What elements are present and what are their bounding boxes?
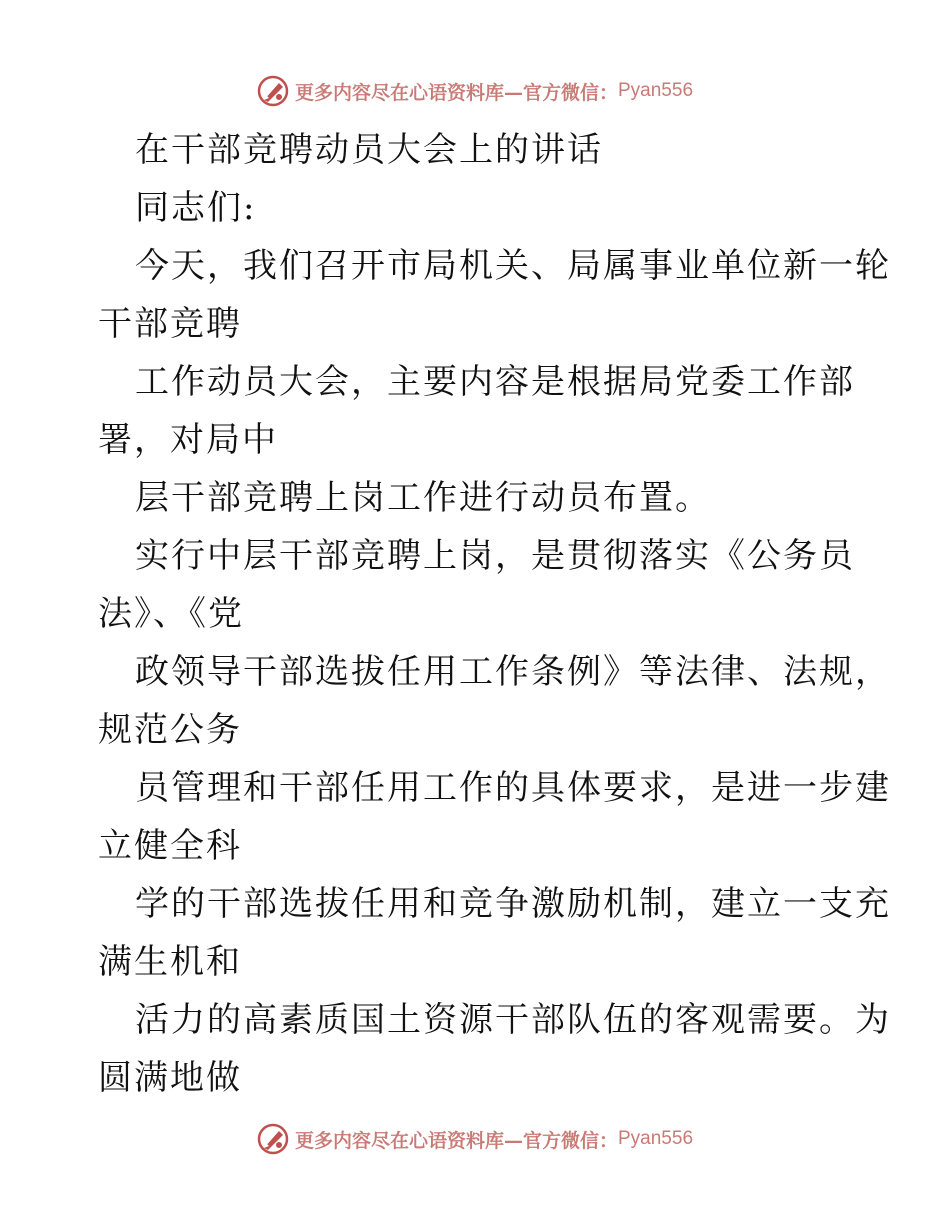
paragraph-line: 干部竞聘 xyxy=(98,304,242,344)
paragraph-line: 活力的高素质国土资源干部队伍的客观需要。为 xyxy=(135,1000,891,1040)
paragraph-line: 工作动员大会，主要内容是根据局党委工作部 xyxy=(135,362,855,402)
watermark-footer xyxy=(0,1122,950,1156)
paragraph-line: 实行中层干部竞聘上岗，是贯彻落实《公务员 xyxy=(135,536,855,576)
paragraph-line: 满生机和 xyxy=(98,942,242,982)
paragraph-line: 法》、《党 xyxy=(98,594,244,634)
watermark-wechat-id: Pyan556 xyxy=(618,1128,694,1149)
paragraph-line: 今天，我们召开市局机关、局属事业单位新一轮 xyxy=(135,246,891,286)
paragraph-line: 圆满地做 xyxy=(98,1058,242,1098)
paragraph-line: 层干部竞聘上岗工作进行动员布置。 xyxy=(135,478,711,518)
paragraph-line: 政领导干部选拔任用工作条例》等法律、法规， xyxy=(135,652,891,692)
salutation: 同志们: xyxy=(135,188,257,228)
paragraph-line: 规范公务 xyxy=(98,710,242,750)
paragraph-line: 署，对局中 xyxy=(98,420,278,460)
paragraph-line: 立健全科 xyxy=(98,826,242,866)
watermark-text: 更多内容尽在心语资料库—官方微信： xyxy=(294,81,618,104)
watermark-header xyxy=(0,74,950,108)
pen-logo-icon xyxy=(257,75,289,107)
paragraph-line: 学的干部选拔任用和竞争激励机制，建立一支充 xyxy=(135,884,891,924)
watermark-wechat-id: Pyan556 xyxy=(618,80,694,101)
document-title: 在干部竞聘动员大会上的讲话 xyxy=(135,130,603,170)
watermark-text: 更多内容尽在心语资料库—官方微信： xyxy=(294,1129,618,1152)
pen-logo-icon xyxy=(257,1123,289,1155)
paragraph-line: 员管理和干部任用工作的具体要求，是进一步建 xyxy=(135,768,891,808)
